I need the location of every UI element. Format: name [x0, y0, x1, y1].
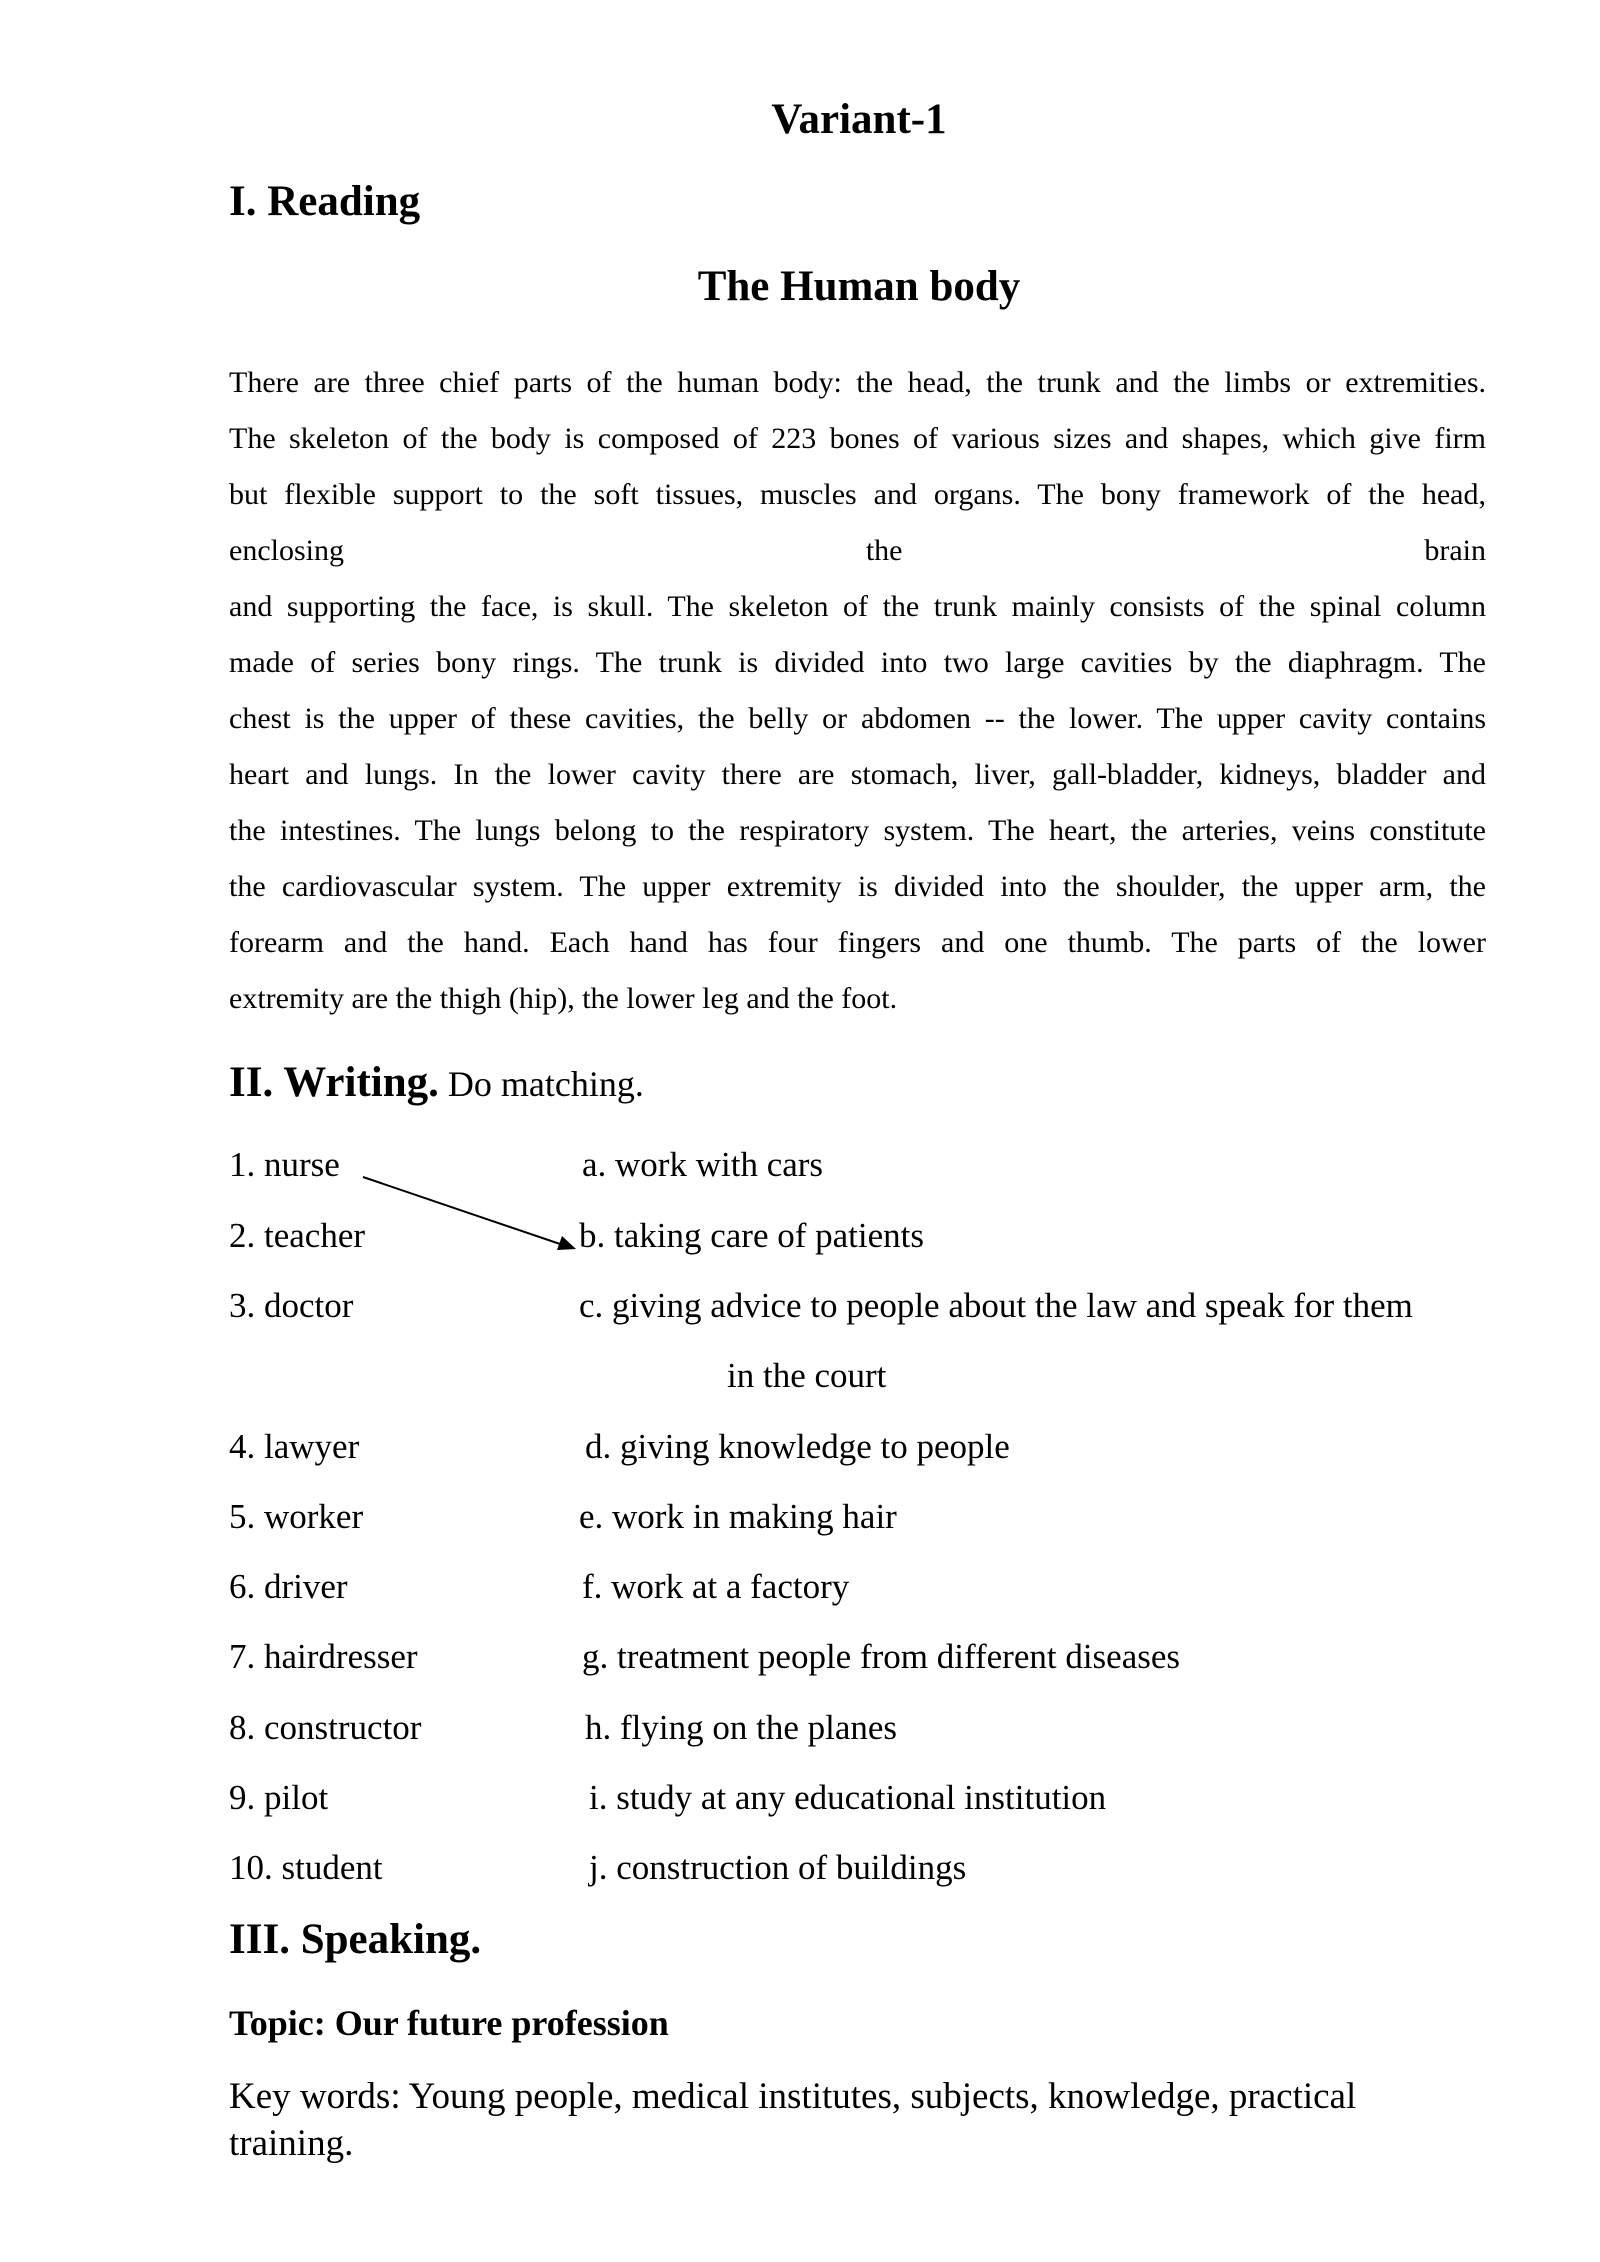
match-left-item: 3. doctor: [229, 1286, 354, 1325]
arrow-line: [363, 1177, 563, 1245]
match-left-item: 9. pilot: [229, 1778, 329, 1817]
paragraph-line: the intestines. The lungs belong to the respiratory system. The heart, the arteries, veins constitute: [229, 814, 1486, 847]
match-right-item: c. giving advice to people about the law and speak for them: [579, 1286, 1413, 1325]
match-right-item: e. work in making hair: [579, 1497, 897, 1536]
match-right-item: h. flying on the planes: [585, 1708, 898, 1747]
match-right-item: a. work with cars: [582, 1145, 824, 1184]
paragraph-line: made of series bony rings. The trunk is divided into two large cavities by the diaphragm. The: [229, 646, 1486, 679]
variant-title: Variant-1: [771, 96, 947, 143]
writing-heading: II. Writing. Do matching.: [229, 1059, 644, 1106]
match-right-item: in the court: [727, 1356, 887, 1395]
paragraph-line: heart and lungs. In the lower cavity there are stomach, liver, gall-bladder, kidneys, bladder and: [229, 758, 1486, 791]
paragraph-line: enclosing the brain: [229, 534, 1486, 567]
match-right-item: g. treatment people from different diseases: [582, 1637, 1181, 1676]
paragraph-line: the cardiovascular system. The upper extremity is divided into the shoulder, the upper arm, the: [229, 870, 1486, 903]
match-right-item: d. giving knowledge to people: [585, 1427, 1010, 1466]
paragraph-line: but flexible support to the soft tissues, muscles and organs. The bony framework of the head,: [229, 478, 1486, 511]
speaking-keywords: Key words: Young people, medical institutes, subjects, knowledge, practical training.: [229, 2076, 1357, 2164]
reading-heading: I. Reading: [229, 178, 421, 225]
match-left-item: 2. teacher: [229, 1216, 366, 1255]
match-left-item: 7. hairdresser: [229, 1637, 418, 1676]
match-left-item: 4. lawyer: [229, 1427, 360, 1466]
match-left-item: 6. driver: [229, 1567, 348, 1606]
text-title: The Human body: [697, 263, 1021, 310]
speaking-topic: Topic: Our future profession: [229, 2003, 669, 2043]
paragraph-line: and supporting the face, is skull. The skeleton of the trunk mainly consists of the spinal column: [229, 590, 1486, 623]
paragraph-line: chest is the upper of these cavities, the belly or abdomen -- the lower. The upper cavity contains: [229, 702, 1486, 735]
match-right-item: i. study at any educational institution: [589, 1778, 1107, 1817]
paragraph-line: extremity are the thigh (hip), the lower leg and the foot.: [229, 982, 898, 1015]
writing-instruction: Do matching.: [438, 1064, 644, 1104]
paragraph-line: The skeleton of the body is composed of 223 bones of various sizes and shapes, which give firm: [229, 422, 1486, 455]
match-right-item: j. construction of buildings: [589, 1848, 967, 1887]
paragraph-line: forearm and the hand. Each hand has four fingers and one thumb. The parts of the lower: [229, 926, 1486, 959]
match-left-item: 5. worker: [229, 1497, 364, 1536]
match-left-item: 8. constructor: [229, 1708, 422, 1747]
match-right-item: b. taking care of patients: [579, 1216, 925, 1255]
match-right-item: f. work at a factory: [582, 1567, 850, 1606]
arrow-head: [557, 1236, 576, 1250]
match-left-item: 10. student: [229, 1848, 383, 1887]
paragraph-line: There are three chief parts of the human body: the head, the trunk and the limbs or extremities.: [229, 366, 1486, 399]
match-left-item: 1. nurse: [229, 1145, 340, 1184]
speaking-heading: III. Speaking.: [229, 1916, 482, 1963]
